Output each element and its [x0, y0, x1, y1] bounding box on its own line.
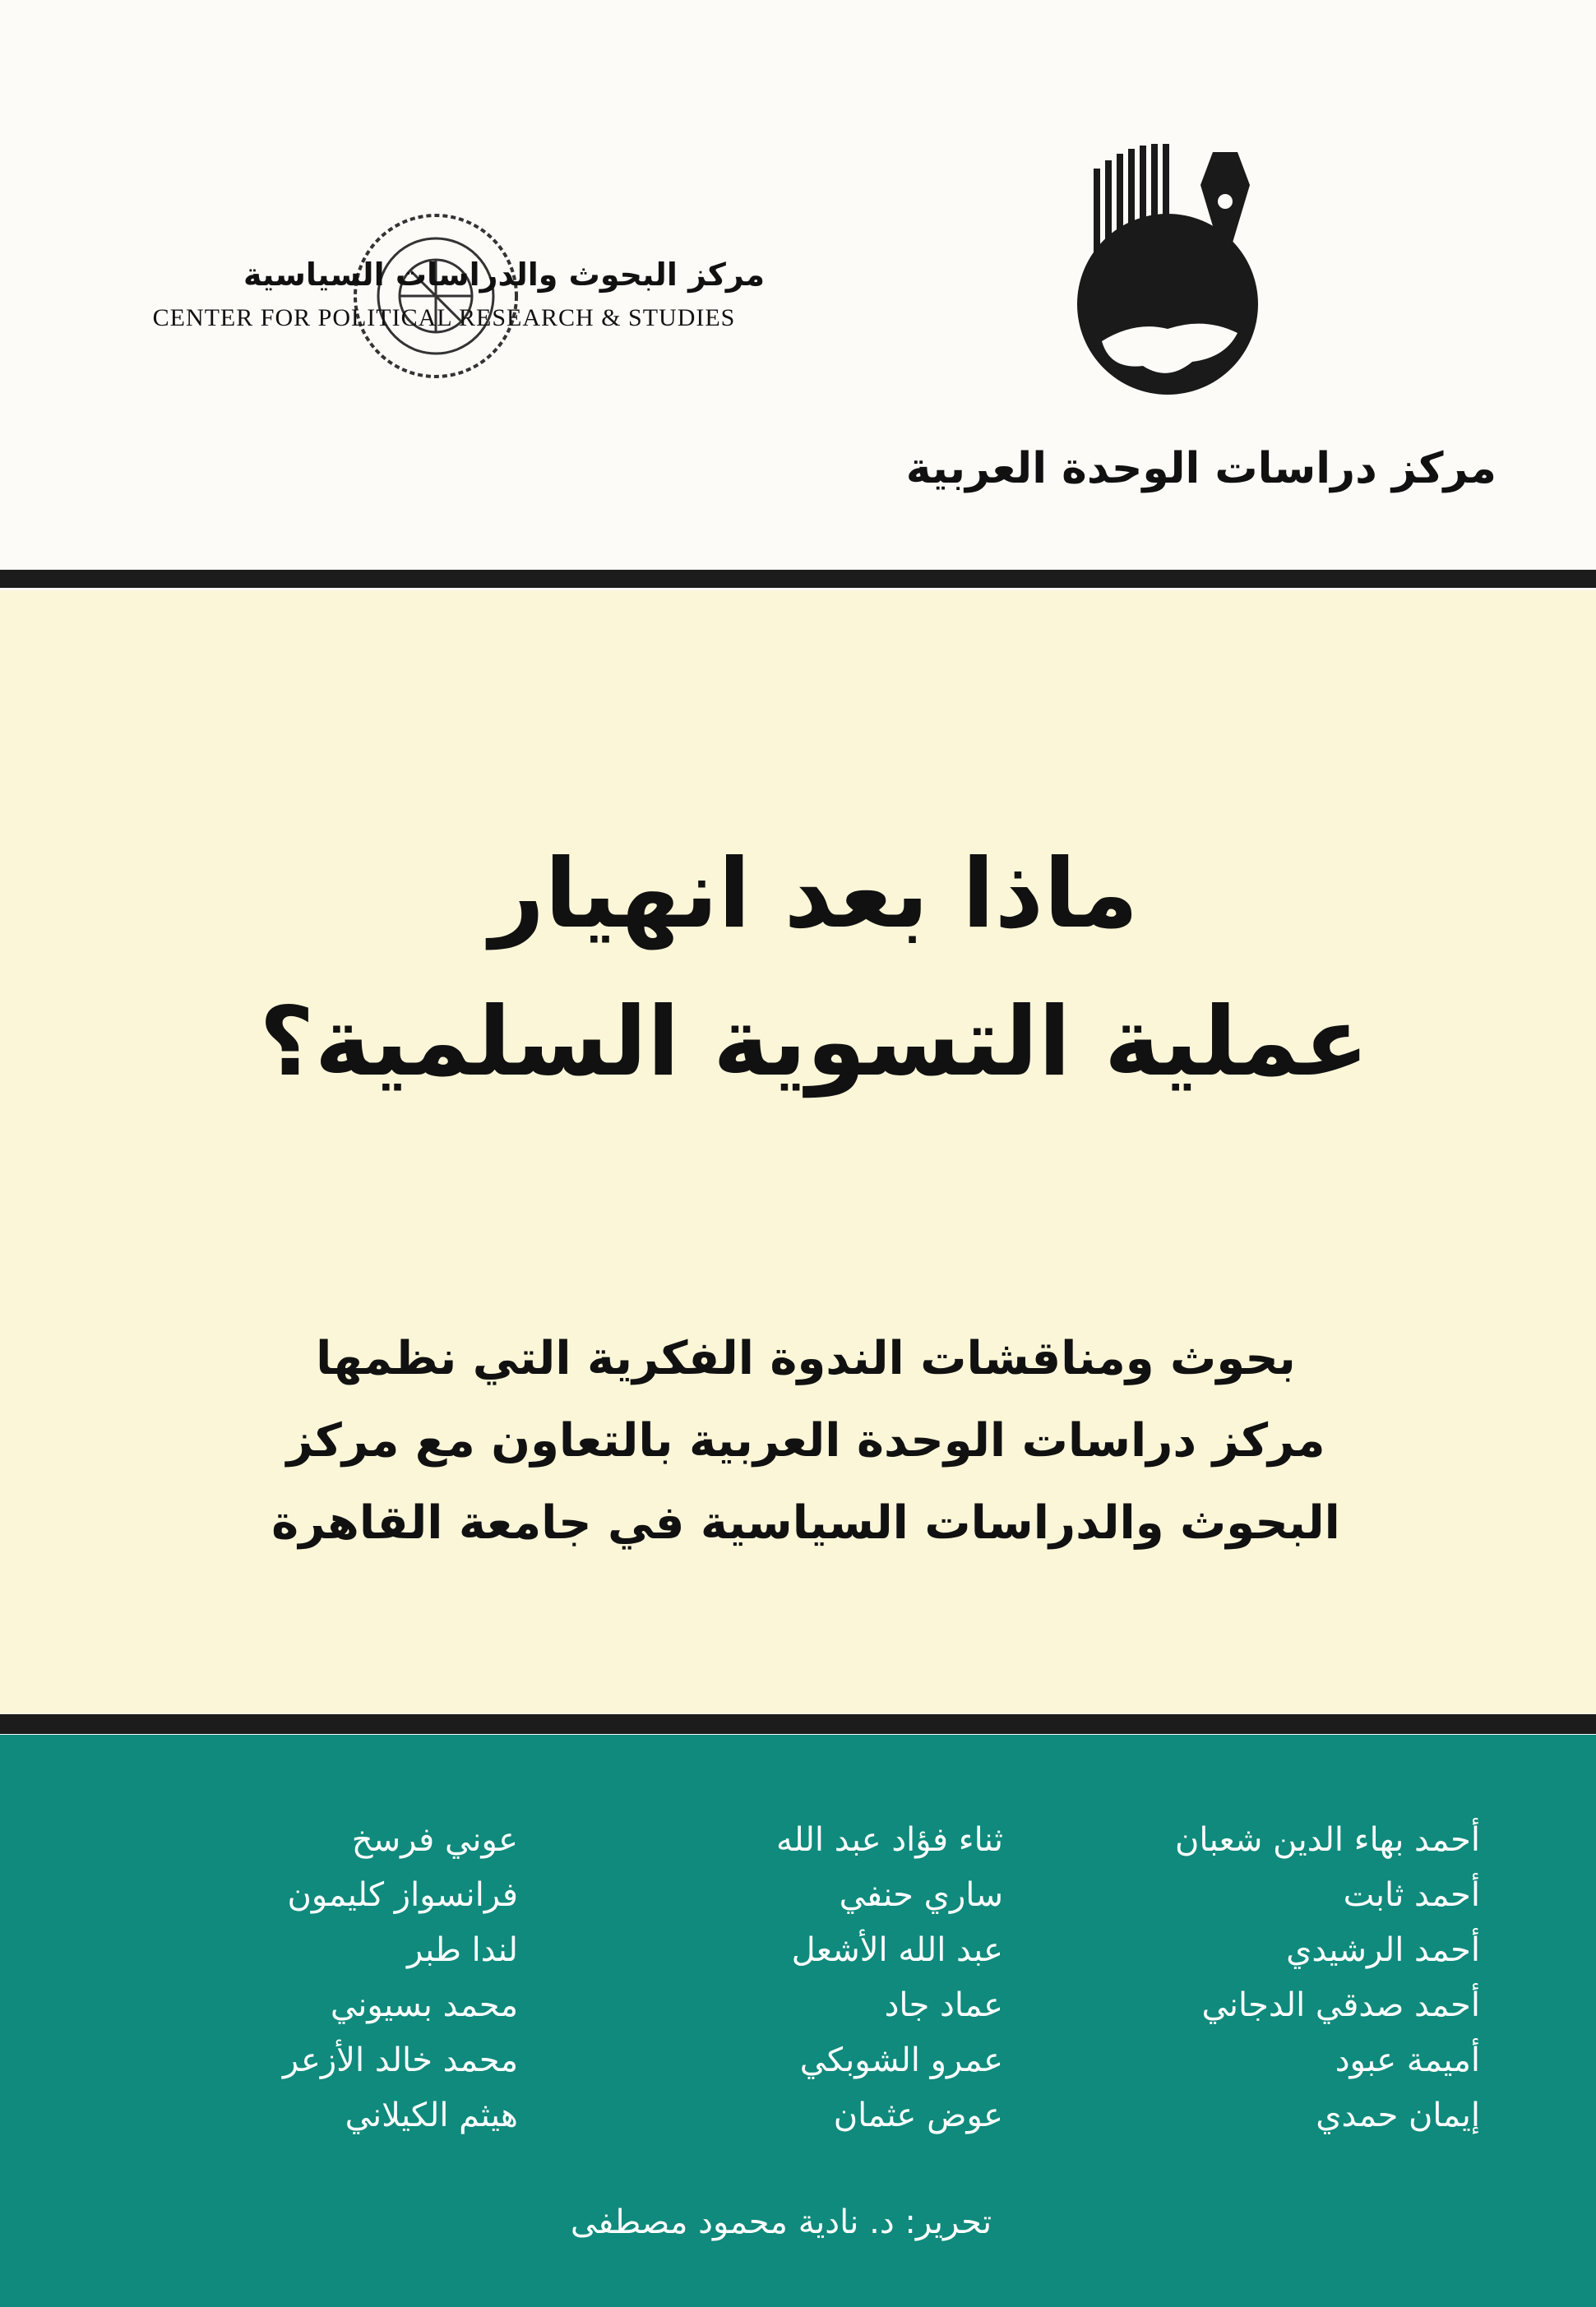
author-name: عوض عثمان: [833, 2097, 1003, 2134]
author-name: عمرو الشوبكي: [799, 2041, 1003, 2079]
author-name: فرانسواز كليمون: [287, 1876, 518, 1914]
book-title-line-1: ماذا بعد انهيار: [489, 839, 1139, 950]
book-title-line-2: عملية التسوية السلمية؟: [259, 987, 1369, 1098]
author-name: محمد بسيوني: [330, 1986, 518, 2024]
subtitle-line-3: البحوث والدراسات السياسية في جامعة القاهرة: [271, 1496, 1340, 1550]
cairo-university-seal-icon: [345, 206, 526, 386]
authors-column-left: [74, 1821, 518, 2152]
author-name: أحمد صدقي الدجاني: [1201, 1986, 1480, 2024]
author-name: أحمد الرشيدي: [1286, 1931, 1480, 1969]
author-name: هيثم الكيلاني: [345, 2097, 518, 2134]
author-name: عبد الله الأشعل: [791, 1931, 1003, 1969]
author-name: أحمد ثابت: [1343, 1876, 1480, 1914]
author-name: أحمد بهاء الدين شعبان: [1175, 1821, 1480, 1859]
cprs-name-arabic: مركز البحوث والدراسات السياسية: [243, 257, 765, 293]
author-name: ثناء فؤاد عبد الله: [776, 1821, 1003, 1859]
divider-top: [0, 570, 1596, 588]
author-name: لندا طبر: [406, 1931, 518, 1969]
divider-bottom: [0, 1714, 1596, 1734]
cprs-name-english: CENTER FOR POLITICAL RESEARCH & STUDIES: [152, 304, 736, 331]
author-name: أميمة عبود: [1335, 2041, 1480, 2079]
author-name: إيمان حمدي: [1316, 2097, 1480, 2134]
caus-name: مركز دراسات الوحدة العربية: [905, 444, 1497, 493]
author-name: ساري حنفي: [839, 1876, 1003, 1914]
author-name: محمد خالد الأزعر: [282, 2041, 518, 2079]
subtitle-line-2: مركز دراسات الوحدة العربية بالتعاون مع مركز: [286, 1414, 1325, 1468]
author-name: عوني فرسخ: [351, 1821, 518, 1859]
authors-column-right: [1036, 1821, 1480, 2152]
authors-column-middle: [559, 1821, 1003, 2152]
caus-logo-icon: [1044, 136, 1291, 399]
editor-credit: تحرير: د. نادية محمود مصطفى: [570, 2203, 992, 2241]
author-name: عماد جاد: [884, 1986, 1003, 2024]
subtitle-line-1: بحوث ومناقشات الندوة الفكرية التي نظمها: [316, 1332, 1296, 1385]
